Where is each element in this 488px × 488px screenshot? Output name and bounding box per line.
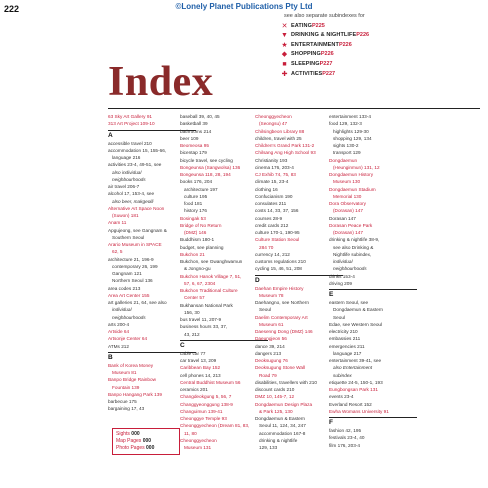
index-entry: emergencies 211: [329, 343, 365, 349]
index-entry: Museum 81: [112, 370, 137, 375]
index-entry: culture 195: [184, 193, 208, 199]
index-entry: sights 130-2: [333, 143, 359, 148]
index-entry: food 129, 132-3: [329, 121, 362, 127]
index-entry: Bukhansan National Park: [180, 302, 233, 308]
index-entry: CJ Exhib 74, 75, 83: [255, 172, 296, 177]
entertainment-icon: ★: [281, 41, 288, 49]
index-entry: Cheonggyecheon (Dream 81, 83,: [180, 423, 250, 429]
index-entry: 62, 5: [112, 249, 123, 255]
index-entry: also Entertainment: [333, 365, 373, 371]
index-entry: electricity 210: [329, 329, 358, 334]
shopping-icon: ◆: [281, 51, 288, 59]
legend-row: [280, 50, 480, 60]
index-entry: Cheonggye Temple 93: [180, 416, 227, 421]
key-label: Map Pages: [116, 438, 143, 444]
section-letter: E: [329, 289, 417, 299]
index-entry: (Dorasan) 147: [333, 208, 363, 214]
index-entry: Anam 11: [108, 220, 127, 226]
index-entry: Dongdaemun & Eastern: [255, 416, 306, 421]
key-row: [116, 438, 176, 445]
index-entry: dangers 213: [255, 350, 282, 356]
index-entry: subindex: [333, 372, 352, 378]
legend-page: P227: [319, 60, 333, 67]
section-letter: B: [108, 352, 196, 362]
index-entry: activities 23-4, 49-51, see: [108, 162, 162, 168]
sleeping-icon: ■: [282, 60, 287, 68]
index-entry: alcohol 17, 153-4, see: [108, 191, 155, 197]
index-entry: 63 Sky Art Gallery 91: [108, 114, 153, 119]
index-entry: individual: [112, 307, 132, 313]
index-entry: entertainment 133-4: [329, 114, 371, 119]
index-entry: Daehangno, see Northern: [255, 300, 309, 305]
index-entry: ATMs 212: [108, 343, 130, 349]
index-entry: accommodation 15, 155-66,: [108, 147, 167, 153]
index-entry: (DMZ) 146: [184, 230, 207, 235]
section-letter: F: [329, 417, 417, 427]
section-letter: D: [255, 275, 343, 285]
legend-label: ENTERTAINMENT: [291, 41, 339, 48]
index-entry: eastern Seoul, see: [329, 300, 369, 305]
index-entry: also individual: [112, 169, 142, 175]
index-entry: Museum 130: [333, 179, 361, 185]
index-entry: driving 209: [329, 280, 352, 286]
index-entry: Buddhism 180-1: [180, 237, 215, 243]
index-entry: Culture Station Seoul: [255, 237, 300, 243]
index-entry: Museum 61: [259, 321, 284, 327]
index-column-4: [329, 113, 417, 449]
index-entry: language 216: [112, 155, 141, 160]
index-entry: 156, 30: [184, 309, 200, 315]
index-entry: dance 39, 214: [255, 343, 285, 349]
index-entry: Everland Resort 152: [329, 401, 372, 407]
index-entry: ceramics 201: [180, 387, 208, 392]
index-entry: (Dorasan) 147: [333, 230, 363, 235]
index-entry: etiquette 24-5, 150-1, 193: [329, 379, 383, 385]
index-entry: cycling 15, 46, 51, 208: [255, 266, 302, 272]
index-entry: & Jongno-gu: [184, 266, 211, 272]
index-entry: architecture 197: [184, 186, 218, 192]
key-row: [116, 445, 176, 452]
index-entry: Artsonje Center 64: [108, 336, 148, 342]
index-entry: cable car 77: [180, 350, 206, 356]
index-entry: currency 14, 212: [255, 251, 290, 257]
index-entry: Bukchon, see Gwanghwamun: [180, 259, 243, 264]
index-entry: Artside 64: [108, 329, 130, 334]
index-entry: Central Buddhist Museum 56: [180, 379, 241, 385]
index-entry: Chilsang Ang High School 93: [255, 150, 316, 156]
index-entry: Confucianism 190: [255, 193, 293, 199]
index-entry: cell phones 14, 213: [180, 372, 221, 378]
index-entry: bathrooms 214: [180, 128, 212, 134]
index-entry: Daeungjeon 56: [255, 336, 287, 342]
index-entry: language 217: [333, 350, 362, 356]
index-entry: cinema 176, 203-4: [255, 164, 294, 170]
index-entry: area codes 213: [108, 285, 141, 291]
index-entry: 313 Art Project 109-10: [108, 121, 155, 127]
index-entry: climate 15, 23-4: [255, 179, 289, 185]
index-entry: costs 14, 33, 37, 156: [255, 208, 299, 214]
index-entry: shopping 129, 134: [333, 135, 372, 141]
index-entry: Chilsingbeon Library 88: [255, 128, 305, 134]
index-entry: courses 28-9: [255, 215, 283, 221]
index-entry: architecture 21, 196-9: [108, 256, 154, 262]
index-entry: food 181: [184, 201, 203, 206]
index-entry: drinking & nightlife: [259, 437, 298, 443]
index-entry: car travel 13, 209: [180, 358, 217, 363]
page-title: Index: [108, 59, 214, 105]
index-entry: also beer, makgeolli: [112, 198, 154, 204]
index-entry: books 176, 204: [180, 179, 213, 185]
index-entry: Seoul 11, 124, 34, 247: [259, 423, 306, 429]
key-page: 000: [131, 431, 140, 437]
index-entry: Banpo Hangang Park 139: [108, 391, 162, 397]
index-entry: Museum 78: [259, 292, 284, 298]
index-entry: festivals 23-4, 40: [329, 435, 365, 441]
index-entry: Seoul: [333, 314, 345, 320]
index-entry: Seoul: [259, 307, 271, 313]
index-entry: arts 200-4: [108, 321, 130, 327]
index-entry: contemporary 26, 199: [112, 263, 158, 269]
key-page: 000: [146, 445, 155, 451]
activities-icon: ✚: [281, 70, 288, 78]
index-entry: Bukchon 21: [180, 251, 205, 257]
index-entry: Deoksugung Stone Wall: [255, 365, 306, 371]
index-entry: bicycle travel, see cycling: [180, 157, 233, 163]
index-entry: Dorasan Peace Park: [329, 222, 373, 228]
legend-page: P225: [311, 22, 325, 29]
index-entry: Bongeunsa (Sangwolsa) 136: [180, 164, 241, 170]
index-entry: art galleries 21, 64, see also: [108, 300, 167, 305]
index-entry: Bridge of No Return: [180, 222, 222, 228]
index-entry: Museum 131: [184, 445, 212, 450]
index-entry: Memorial 130: [333, 193, 362, 199]
index-entry: Bosingak 53: [180, 215, 206, 221]
index-entry: Fountain 139: [112, 384, 140, 390]
index-entry: Daehan Empire History: [255, 285, 304, 291]
index-entry: (Heunginmun) 131, 12: [333, 164, 380, 170]
index-entry: Bongeunsa 118, 28, 194: [180, 172, 231, 177]
index-entry: Banpo Bridge Rainbow: [108, 377, 156, 383]
legend-intro: see also separate subindexes for: [284, 13, 365, 19]
index-entry: Children's Grand Park 131-2: [255, 143, 315, 148]
legend-row: [280, 31, 480, 41]
index-entry: customs regulations 210: [255, 259, 306, 264]
legend-label: EATING: [291, 22, 312, 29]
index-entry: Eungbongsan Park 131: [329, 387, 378, 392]
index-entry: neighbourhoods: [333, 266, 367, 272]
index-entry: Cheonggyecheon: [255, 114, 292, 119]
index-entry: 11, 80: [184, 430, 197, 436]
eating-icon: ✕: [281, 22, 288, 30]
index-entry: accessible travel 210: [108, 140, 152, 146]
index-entry: individual: [333, 259, 353, 264]
index-entry: Bank of Korea Money: [108, 362, 154, 368]
index-entry: Dora Observatory: [329, 201, 366, 206]
key-page: 000: [142, 438, 152, 444]
index-entry: Area Art Center 155: [108, 292, 150, 298]
index-entry: Edae, see Western Seoul: [329, 321, 383, 327]
index-entry: Southern Seoul: [112, 234, 145, 240]
index-entry: Changuimun 139-41: [180, 408, 223, 414]
index-entry: children, travel with 25: [255, 135, 302, 141]
index-entry: & Park 125, 130: [259, 408, 293, 414]
index-entry: (Suwon) 181: [112, 213, 139, 218]
index-entry: neighbourhoods: [112, 176, 146, 182]
index-entry: Dorasan 147: [329, 215, 356, 221]
index-entry: 284 70: [259, 244, 274, 250]
section-letter: A: [108, 130, 196, 140]
index-entry: highlights 129-30: [333, 128, 369, 134]
index-entry: DMZ 10, 145-7, 12: [255, 394, 295, 400]
index-entry: drinks 153-4: [329, 273, 355, 279]
index-entry: barbecue 175: [108, 399, 137, 404]
index-entry: Caribbean Bay 152: [180, 365, 221, 371]
index-entry: discount cards 210: [255, 387, 295, 392]
index-entry: consulates 211: [255, 201, 287, 206]
index-entry: Gangnam 121: [112, 271, 142, 276]
index-entry: film 176, 203-4: [329, 442, 361, 448]
index-entry: Nightlife subindex,: [333, 251, 372, 257]
legend-row: [280, 70, 480, 80]
index-entry: 129, 133: [259, 445, 278, 450]
index-entry: Changdeokgung 5, 56, 7: [180, 394, 232, 400]
index-entry: Christianity 193: [255, 157, 288, 163]
page-number: 222: [4, 4, 20, 14]
legend-label: SLEEPING: [291, 60, 320, 67]
index-entry: Dongdaemun & Eastern: [333, 307, 384, 313]
index-entry: bargaining 17, 43: [108, 406, 145, 412]
index-entry: budget, see planning: [180, 244, 224, 250]
index-entry: Apgujeong, see Gangnam &: [108, 227, 167, 233]
index-entry: Alternative Art Space Noon: [108, 205, 165, 211]
index-entry: Changgyeonggung 138-9: [180, 401, 233, 407]
index-entry: fashion 42, 195: [329, 428, 362, 433]
legend-label: SHOPPING: [291, 51, 321, 58]
title-divider: [108, 108, 480, 109]
legend-row: [280, 41, 480, 51]
index-entry: Deoksugung 76: [255, 358, 288, 363]
index-entry: entertainment 39-41, see: [329, 358, 382, 363]
index-entry: Northern Seoul 136: [112, 278, 153, 284]
index-entry: 43, 212: [184, 331, 200, 337]
page-key-box: [112, 428, 180, 455]
index-entry: neighbourhoods: [112, 314, 146, 320]
index-entry: culture 170-1, 190-95: [255, 230, 300, 235]
index-entry: Arario Museum in SPACE: [108, 242, 162, 247]
key-label: Photo Pages: [116, 445, 147, 451]
index-entry: events 23-4: [329, 394, 354, 400]
index-entry: Dongdaemun: [329, 157, 358, 163]
index-entry: Ewha Womans University 91: [329, 408, 389, 414]
index-entry: accommodation 167-8: [259, 430, 306, 436]
index-entry: Center 57: [184, 295, 205, 301]
legend-label: ACTIVITIES: [291, 70, 323, 77]
legend-label: DRINKING & NIGHTLIFE: [291, 32, 357, 39]
index-entry: business hours 33, 37,: [180, 324, 228, 330]
index-entry: air travel 206-7: [108, 184, 140, 189]
key-label: Sights: [116, 431, 132, 437]
index-entry: 57, 6, 67, 2304: [184, 280, 216, 286]
index-entry: (Seongsu) 47: [259, 121, 288, 127]
legend-page: P227: [322, 70, 336, 77]
index-entry: Cheonggyecheon: [180, 437, 217, 443]
index-entry: beer 109: [180, 135, 199, 141]
subindex-legend: [280, 12, 480, 79]
index-entry: bicentap 179: [180, 150, 207, 156]
index-entry: credit cards 212: [255, 222, 289, 228]
index-entry: Dongdaemun Design Plaza: [255, 401, 313, 407]
index-entry: Dongdaemun History: [329, 172, 374, 177]
index-entry: baseball 39, 40, 45: [180, 114, 220, 119]
index-entry: Bukchon Hanok Village 7, 51,: [180, 273, 242, 279]
index-entry: Daesenng Dong (DMZ) 146: [255, 329, 313, 334]
legend-page: P226: [320, 51, 334, 58]
index-entry: Daelim Contemporary Art: [255, 314, 308, 320]
index-entry: history 176: [184, 208, 207, 214]
section-letter: C: [180, 340, 268, 350]
index-entry: embassies 211: [329, 336, 361, 342]
index-entry: drinking & nightlife 38-9,: [329, 237, 380, 243]
legend-row: [280, 22, 480, 32]
index-entry: Dongdaemun Stadium: [329, 186, 376, 192]
index-entry: Bukchon Traditional Culture: [180, 288, 238, 293]
index-entry: disabilities, travellers with 210: [255, 379, 318, 385]
index-entry: basketball 39: [180, 121, 208, 127]
legend-page: P226: [338, 41, 352, 48]
index-entry: Road 79: [259, 372, 277, 378]
copyright-notice: ©Lonely Planet Publications Pty Ltd: [175, 2, 313, 11]
index-entry: Beomeosa 95: [180, 143, 209, 148]
index-entry: bus travel 11, 207-9: [180, 317, 222, 322]
legend-row: [280, 60, 480, 70]
index-entry: see also Drinking &: [333, 244, 374, 250]
index-entry: clothing 16: [255, 186, 278, 192]
drinking-icon: ▼: [281, 32, 288, 40]
index-entry: transport 129: [333, 150, 361, 156]
key-row: [116, 431, 176, 438]
legend-page: P226: [356, 32, 370, 39]
